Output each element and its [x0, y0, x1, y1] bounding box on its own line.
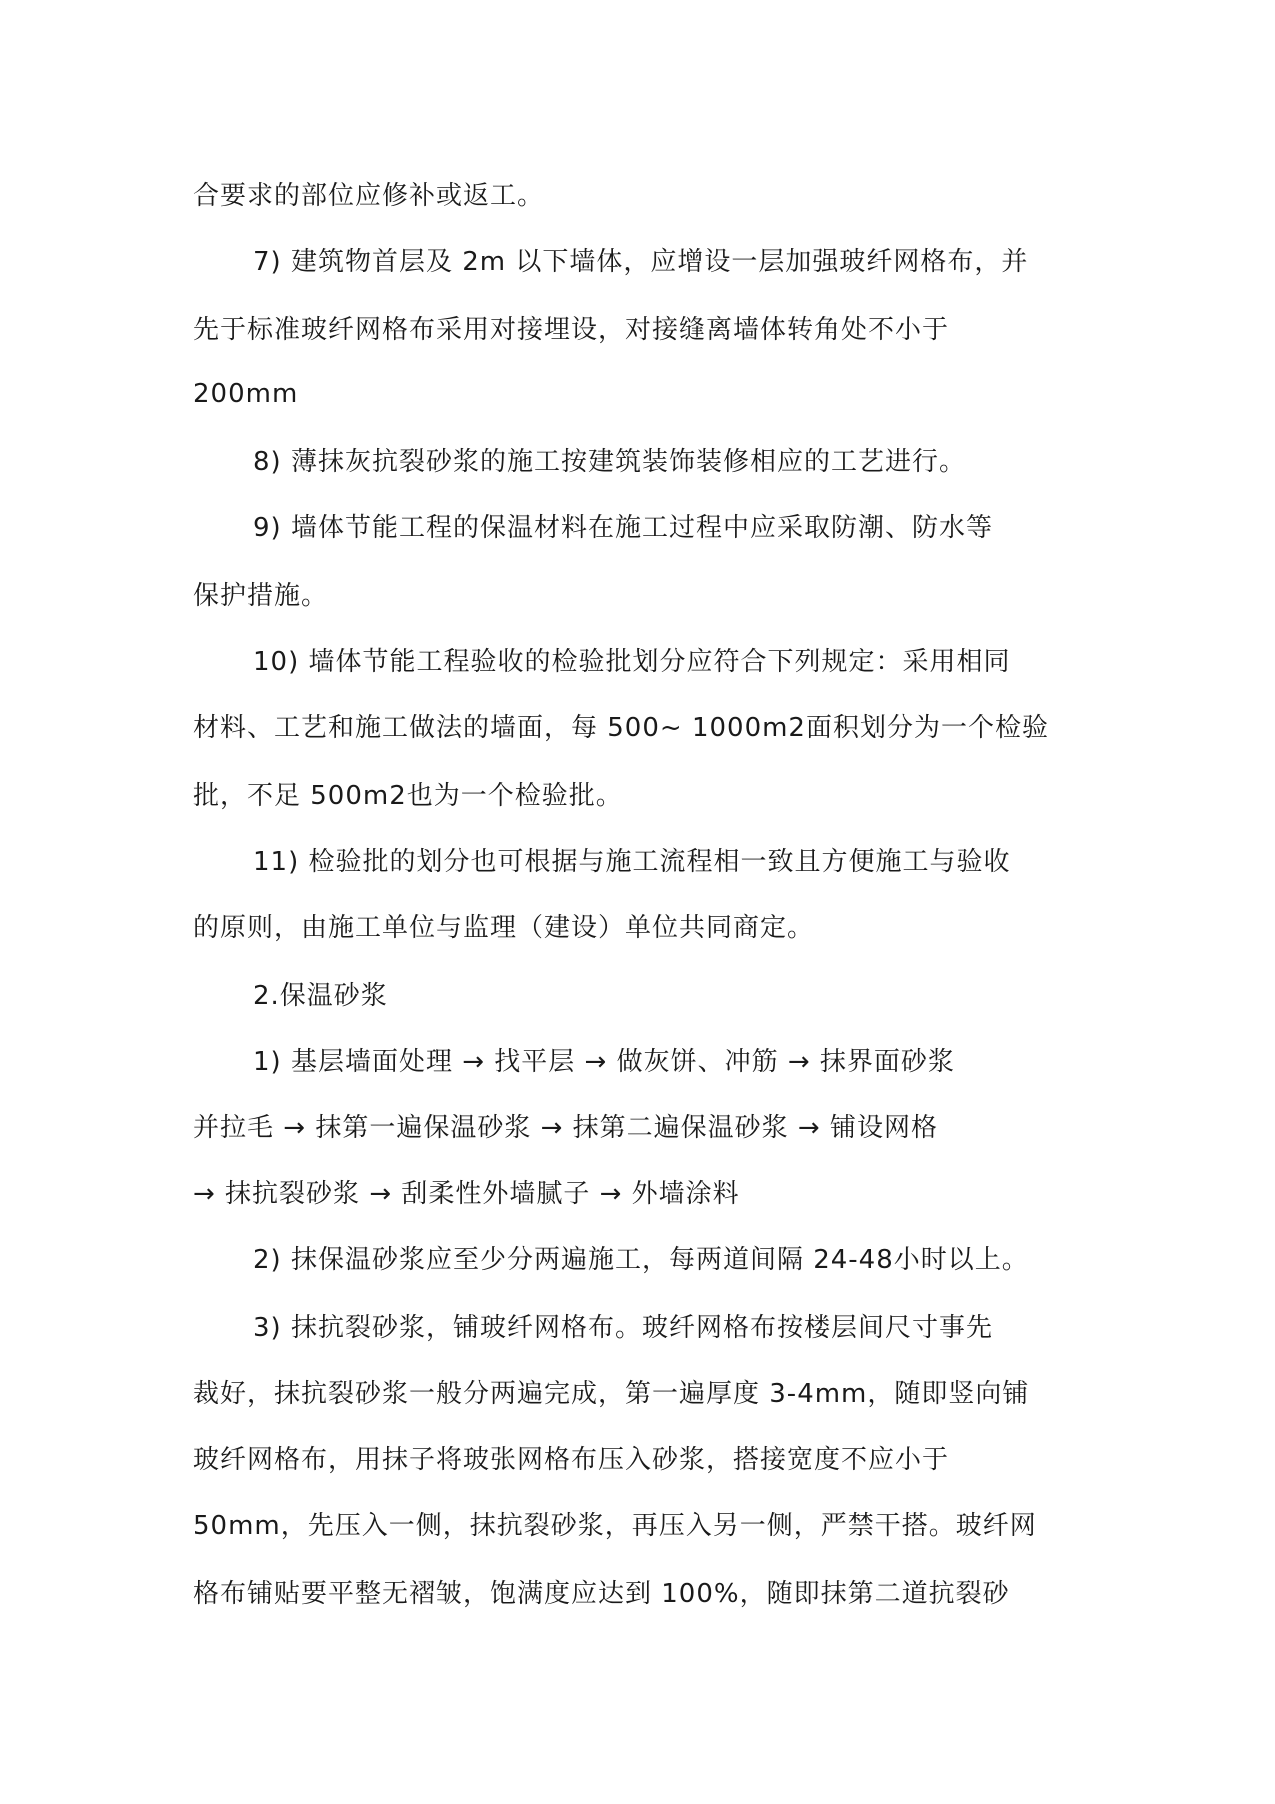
text-line: 的原则，由施工单位与监理（建设）单位共同商定。 [193, 913, 815, 943]
text-line: 200mm [193, 379, 299, 409]
text-line: 9) 墙体节能工程的保温材料在施工过程中应采取防潮、防水等 [253, 513, 993, 543]
text-line: 10) 墙体节能工程验收的检验批划分应符合下列规定：采用相同 [253, 647, 1011, 677]
text-line: 50mm，先压入一侧，抹抗裂砂浆，再压入另一侧，严禁干搭。玻纤网 [193, 1511, 1037, 1541]
text-line: 裁好，抹抗裂砂浆一般分两遍完成，第一遍厚度 3-4mm，随即竖向铺 [193, 1379, 1030, 1409]
text-line: 1) 基层墙面处理 → 找平层 → 做灰饼、冲筋 → 抹界面砂浆 [253, 1047, 955, 1077]
text-line: 并拉毛 → 抹第一遍保温砂浆 → 抹第二遍保温砂浆 → 铺设网格 [193, 1113, 938, 1143]
text-line: 11) 检验批的划分也可根据与施工流程相一致且方便施工与验收 [253, 847, 1011, 877]
text-line: 先于标准玻纤网格布采用对接埋设，对接缝离墙体转角处不小于 [193, 315, 950, 345]
text-line: 材料、工艺和施工做法的墙面，每 500~ 1000m2面积划分为一个检验 [193, 713, 1049, 743]
section-heading: 2.保温砂浆 [253, 981, 388, 1011]
text-line: 合要求的部位应修补或返工。 [193, 181, 545, 211]
text-line: 7) 建筑物首层及 2m 以下墙体，应增设一层加强玻纤网格布，并 [253, 247, 1029, 277]
text-line: 批，不足 500m2也为一个检验批。 [193, 781, 623, 811]
text-line: → 抹抗裂砂浆 → 刮柔性外墙腻子 → 外墙涂料 [193, 1179, 740, 1209]
text-line: 2) 抹保温砂浆应至少分两遍施工，每两道间隔 24-48小时以上。 [253, 1245, 1029, 1275]
text-line: 3) 抹抗裂砂浆，铺玻纤网格布。玻纤网格布按楼层间尺寸事先 [253, 1313, 993, 1343]
text-line: 保护措施。 [193, 581, 329, 611]
text-line: 格布铺贴要平整无褶皱，饱满度应达到 100%，随即抹第二道抗裂砂 [193, 1579, 1010, 1609]
text-line: 玻纤网格布，用抹子将玻张网格布压入砂浆，搭接宽度不应小于 [193, 1445, 950, 1475]
text-line: 8) 薄抹灰抗裂砂浆的施工按建筑装饰装修相应的工艺进行。 [253, 447, 966, 477]
